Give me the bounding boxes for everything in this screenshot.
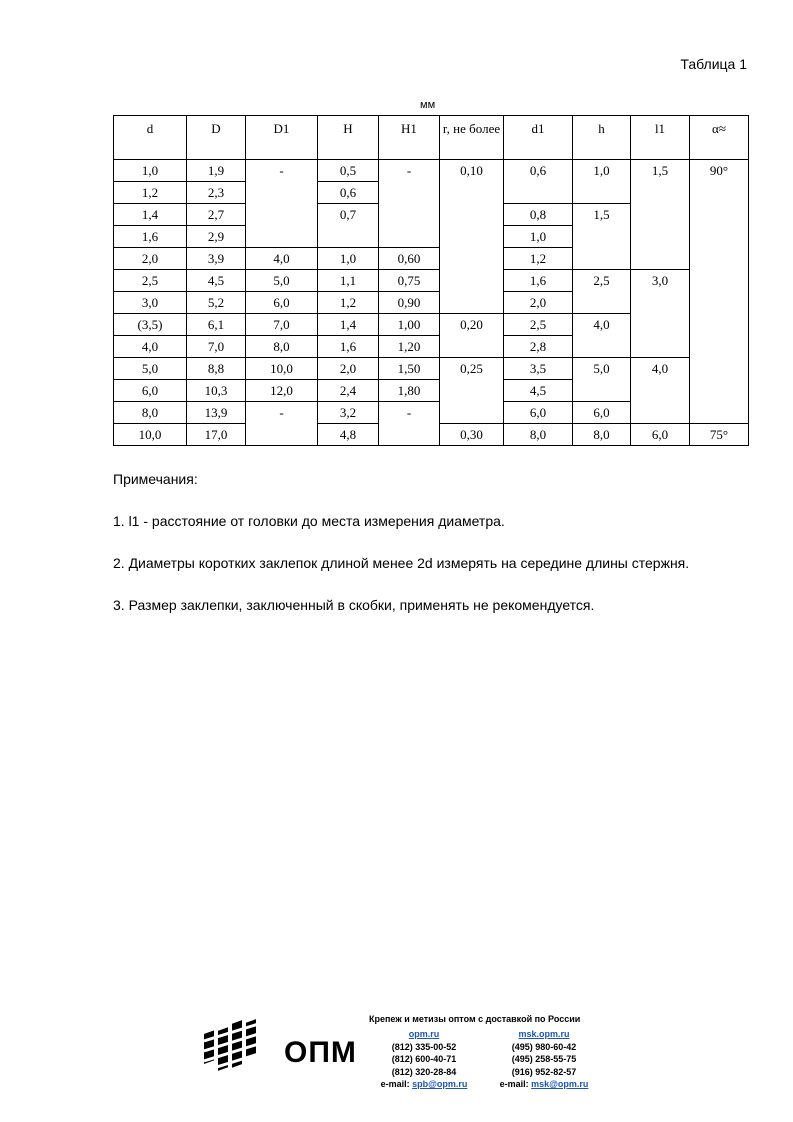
table-cell: 2,5 (114, 270, 187, 292)
note-item: 2. Диаметры коротких заклепок длиной менее 2d измерять на середине длины стержня. (113, 555, 690, 571)
table-cell: 6,0 (631, 424, 690, 446)
table-cell: 2,4 (318, 380, 379, 402)
table-cell: 4,0 (573, 314, 631, 358)
table-cell: - (246, 402, 318, 446)
msk-site-link[interactable]: msk.opm.ru (518, 1029, 570, 1039)
table-cell: 6,0 (246, 292, 318, 314)
spb-email-link[interactable]: spb@opm.ru (412, 1079, 468, 1089)
header-cell: H (318, 116, 379, 160)
msk-email-link[interactable]: msk@opm.ru (531, 1079, 589, 1089)
table-cell: 3,5 (504, 358, 573, 380)
table-cell: 1,2 (114, 182, 187, 204)
table-cell: 1,0 (504, 226, 573, 248)
table-cell: 4,0 (631, 358, 690, 424)
table-cell: 0,30 (440, 424, 504, 446)
dimensions-table (113, 115, 749, 446)
msk-contacts (484, 1028, 604, 1091)
table-cell: 4,0 (114, 336, 187, 358)
table-cell: 0,25 (440, 358, 504, 424)
phone: (812) 335-00-52 (391, 1041, 457, 1052)
table-cell: 1,6 (318, 336, 379, 358)
table-cell: 8,0 (114, 402, 187, 424)
opm-logo-icon (204, 1016, 268, 1078)
table-cell: 6,0 (504, 402, 573, 424)
table-cell: 1,0 (318, 248, 379, 270)
table-cell: - (379, 402, 440, 446)
phone: (495) 980-60-42 (511, 1041, 577, 1052)
phone: (916) 952-82-57 (511, 1066, 577, 1077)
table-cell: 0,7 (318, 204, 379, 248)
table-cell: 1,2 (504, 248, 573, 270)
table-cell: 75° (690, 424, 749, 446)
phone: (495) 258-55-75 (511, 1054, 577, 1064)
note-item: 1. l1 - расстояние от головки до места измерения диаметра. (113, 513, 505, 529)
table-cell: 2,5 (504, 314, 573, 336)
email-label: e-mail: (380, 1079, 410, 1089)
page-title: Таблица 1 (680, 56, 747, 72)
table-cell: 1,0 (114, 160, 187, 182)
table-cell: 0,75 (379, 270, 440, 292)
table-cell: 3,9 (187, 248, 246, 270)
table-cell: 2,0 (114, 248, 187, 270)
table-cell: 12,0 (246, 380, 318, 402)
table-cell: 7,0 (187, 336, 246, 358)
table-cell: 0,6 (504, 160, 573, 204)
table-cell: 6,1 (187, 314, 246, 336)
table-row (114, 358, 749, 380)
header-cell: α≈ (690, 116, 749, 160)
table-cell: 1,1 (318, 270, 379, 292)
table-cell: 7,0 (246, 314, 318, 336)
table-cell: 4,5 (187, 270, 246, 292)
table-cell: - (379, 160, 440, 248)
table-cell: 6,0 (114, 380, 187, 402)
table-cell: 0,10 (440, 160, 504, 314)
table-cell: 0,60 (379, 248, 440, 270)
table-cell: 10,0 (246, 358, 318, 380)
header-cell: H1 (379, 116, 440, 160)
table-cell: 90° (690, 160, 749, 424)
table-cell: 4,8 (318, 424, 379, 446)
table-cell: 0,5 (318, 160, 379, 182)
spb-site-link[interactable]: opm.ru (408, 1029, 440, 1039)
table-cell: 1,5 (631, 160, 690, 270)
table-cell: 1,20 (379, 336, 440, 358)
table-cell: 2,9 (187, 226, 246, 248)
table-cell: 8,0 (246, 336, 318, 358)
note-item: 3. Размер заклепки, заключенный в скобки, применять не рекомендуется. (113, 597, 595, 613)
table-cell: 2,3 (187, 182, 246, 204)
table-cell: 10,3 (187, 380, 246, 402)
table-header-row (114, 116, 749, 160)
table-cell: 1,0 (573, 160, 631, 204)
tagline: Крепеж и метизы оптом с доставкой по России (369, 1014, 581, 1024)
email-label: e-mail: (499, 1079, 529, 1089)
table-cell: (3,5) (114, 314, 187, 336)
table-cell: 6,0 (573, 402, 631, 424)
table-cell: 2,0 (504, 292, 573, 314)
table-cell: 1,80 (379, 380, 440, 402)
table-cell: 5,2 (187, 292, 246, 314)
table-cell: 1,5 (573, 204, 631, 270)
table-cell: 2,8 (504, 336, 573, 358)
footer (204, 1012, 604, 1097)
table-cell: 5,0 (246, 270, 318, 292)
table-cell: 13,9 (187, 402, 246, 424)
table-cell: 5,0 (573, 358, 631, 402)
table-cell: 1,00 (379, 314, 440, 336)
table-cell: 1,6 (114, 226, 187, 248)
table-cell: 2,5 (573, 270, 631, 314)
phone: (812) 600-40-71 (391, 1054, 457, 1064)
table-cell: 1,50 (379, 358, 440, 380)
table-row (114, 160, 749, 182)
table-cell: 3,0 (631, 270, 690, 358)
table-cell: 1,9 (187, 160, 246, 182)
header-cell: r, не более (440, 116, 504, 160)
table-cell: 3,0 (114, 292, 187, 314)
table-cell: 0,20 (440, 314, 504, 358)
spb-contacts (364, 1028, 484, 1091)
table-cell: 2,7 (187, 204, 246, 226)
table-cell: 0,8 (504, 204, 573, 226)
notes-heading: Примечания: (113, 471, 198, 487)
header-cell: l1 (631, 116, 690, 160)
table-cell: 2,0 (318, 358, 379, 380)
table-cell: 5,0 (114, 358, 187, 380)
header-cell: d (114, 116, 187, 160)
unit-label: мм (420, 99, 436, 111)
header-cell: h (573, 116, 631, 160)
table-cell: 1,2 (318, 292, 379, 314)
table-cell: 17,0 (187, 424, 246, 446)
table-cell: 8,8 (187, 358, 246, 380)
table-cell: - (246, 160, 318, 248)
table-cell: 0,6 (318, 182, 379, 204)
table-cell: 3,2 (318, 402, 379, 424)
brand-name: ОПМ (284, 1036, 357, 1069)
phone: (812) 320-28-84 (391, 1066, 457, 1077)
table-cell: 8,0 (504, 424, 573, 446)
table-cell: 0,90 (379, 292, 440, 314)
table-cell: 1,4 (114, 204, 187, 226)
header-cell: d1 (504, 116, 573, 160)
table-cell: 4,5 (504, 380, 573, 402)
header-cell: D1 (246, 116, 318, 160)
table-cell: 4,0 (246, 248, 318, 270)
header-cell: D (187, 116, 246, 160)
table-row (114, 270, 749, 292)
table-cell: 8,0 (573, 424, 631, 446)
table-cell: 10,0 (114, 424, 187, 446)
table-cell: 1,6 (504, 270, 573, 292)
table-cell: 1,4 (318, 314, 379, 336)
